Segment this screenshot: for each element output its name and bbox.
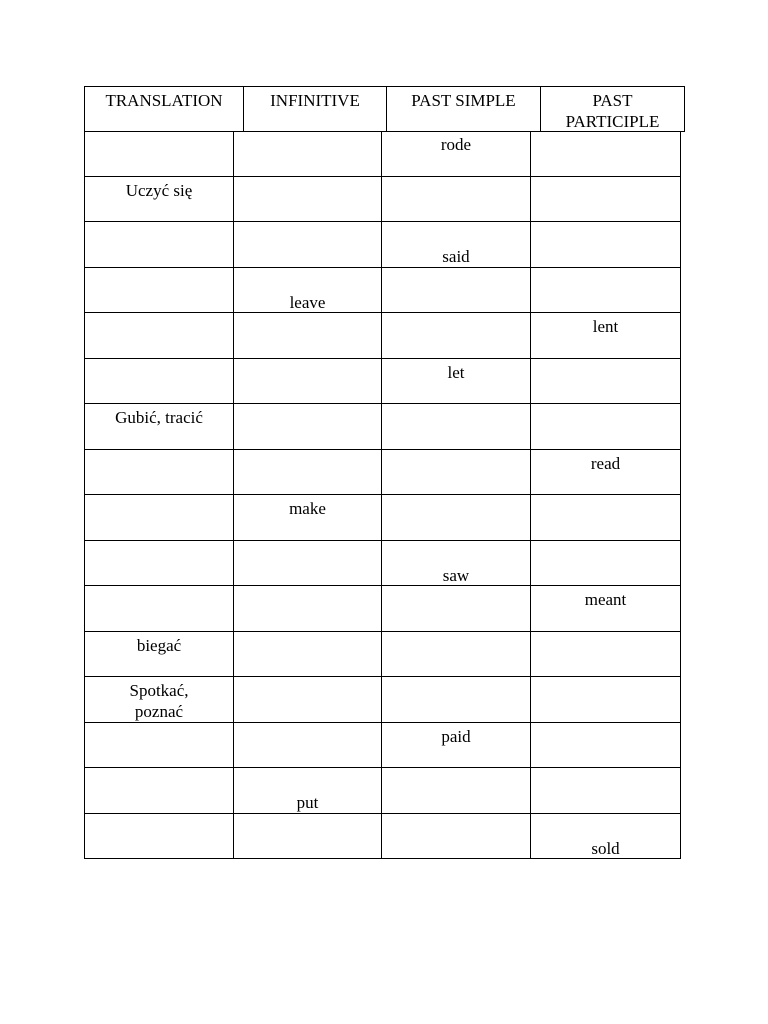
cell-past-simple <box>381 313 530 358</box>
cell-past-participle <box>530 723 681 768</box>
table-header <box>84 86 685 132</box>
cell-past-participle <box>530 541 681 586</box>
cell-translation: Spotkać, poznać <box>84 677 233 722</box>
cell-past-participle <box>530 131 681 176</box>
cell-translation <box>84 359 233 404</box>
cell-infinitive <box>233 404 381 449</box>
cell-past-simple <box>381 677 530 722</box>
cell-past-simple <box>381 814 530 859</box>
cell-past-simple <box>381 586 530 631</box>
cell-translation <box>84 222 233 267</box>
table-row <box>84 450 681 496</box>
header-past-simple: PAST SIMPLE <box>386 87 540 131</box>
table-row <box>84 359 681 405</box>
table-row <box>84 495 681 541</box>
table-row <box>84 677 681 723</box>
header-past-participle-line2: PARTICIPLE <box>565 112 660 131</box>
cell-past-simple <box>381 450 530 495</box>
cell-infinitive <box>233 131 381 176</box>
cell-past-participle <box>530 222 681 267</box>
cell-past-simple: saw <box>381 541 530 586</box>
cell-translation <box>84 723 233 768</box>
cell-infinitive <box>233 177 381 222</box>
table-row <box>84 814 681 860</box>
cell-past-participle <box>530 632 681 677</box>
cell-infinitive <box>233 359 381 404</box>
cell-translation: biegać <box>84 632 233 677</box>
table-row <box>84 313 681 359</box>
cell-translation <box>84 541 233 586</box>
cell-infinitive: make <box>233 495 381 540</box>
header-past-participle <box>540 87 684 131</box>
cell-past-simple: let <box>381 359 530 404</box>
cell-translation <box>84 495 233 540</box>
table-row <box>84 404 681 450</box>
table-row <box>84 632 681 678</box>
header-translation: TRANSLATION <box>105 91 223 110</box>
cell-past-simple: rode <box>381 131 530 176</box>
cell-translation <box>84 586 233 631</box>
cell-translation <box>84 768 233 813</box>
cell-past-participle <box>530 268 681 313</box>
verb-table <box>84 131 681 859</box>
cell-past-participle <box>530 177 681 222</box>
table-row <box>84 723 681 769</box>
cell-translation <box>84 814 233 859</box>
table-row <box>84 222 681 268</box>
table-row <box>84 268 681 314</box>
cell-translation <box>84 313 233 358</box>
cell-translation: Gubić, tracić <box>84 404 233 449</box>
cell-past-participle: meant <box>530 586 681 631</box>
table-row <box>84 131 681 177</box>
cell-past-simple: paid <box>381 723 530 768</box>
cell-infinitive: put <box>233 768 381 813</box>
table-row <box>84 768 681 814</box>
cell-infinitive <box>233 632 381 677</box>
cell-past-simple <box>381 768 530 813</box>
cell-past-participle: read <box>530 450 681 495</box>
cell-past-participle <box>530 768 681 813</box>
cell-infinitive <box>233 586 381 631</box>
cell-past-simple <box>381 177 530 222</box>
table-row <box>84 541 681 587</box>
cell-past-participle <box>530 359 681 404</box>
cell-infinitive <box>233 814 381 859</box>
cell-past-simple <box>381 404 530 449</box>
cell-translation <box>84 450 233 495</box>
cell-past-participle <box>530 495 681 540</box>
cell-infinitive <box>233 723 381 768</box>
cell-translation <box>84 268 233 313</box>
cell-infinitive <box>233 313 381 358</box>
table-row <box>84 177 681 223</box>
cell-translation: Uczyć się <box>84 177 233 222</box>
cell-past-participle: lent <box>530 313 681 358</box>
cell-past-simple <box>381 268 530 313</box>
table-row <box>84 586 681 632</box>
header-infinitive: INFINITIVE <box>243 87 386 131</box>
cell-infinitive: leave <box>233 268 381 313</box>
cell-translation <box>84 131 233 176</box>
cell-past-participle <box>530 404 681 449</box>
cell-past-simple <box>381 495 530 540</box>
cell-past-participle: sold <box>530 814 681 859</box>
header-past-participle-line1: PAST <box>592 91 633 110</box>
cell-infinitive <box>233 541 381 586</box>
cell-past-simple: said <box>381 222 530 267</box>
cell-past-participle <box>530 677 681 722</box>
cell-past-simple <box>381 632 530 677</box>
cell-infinitive <box>233 450 381 495</box>
cell-infinitive <box>233 222 381 267</box>
cell-infinitive <box>233 677 381 722</box>
